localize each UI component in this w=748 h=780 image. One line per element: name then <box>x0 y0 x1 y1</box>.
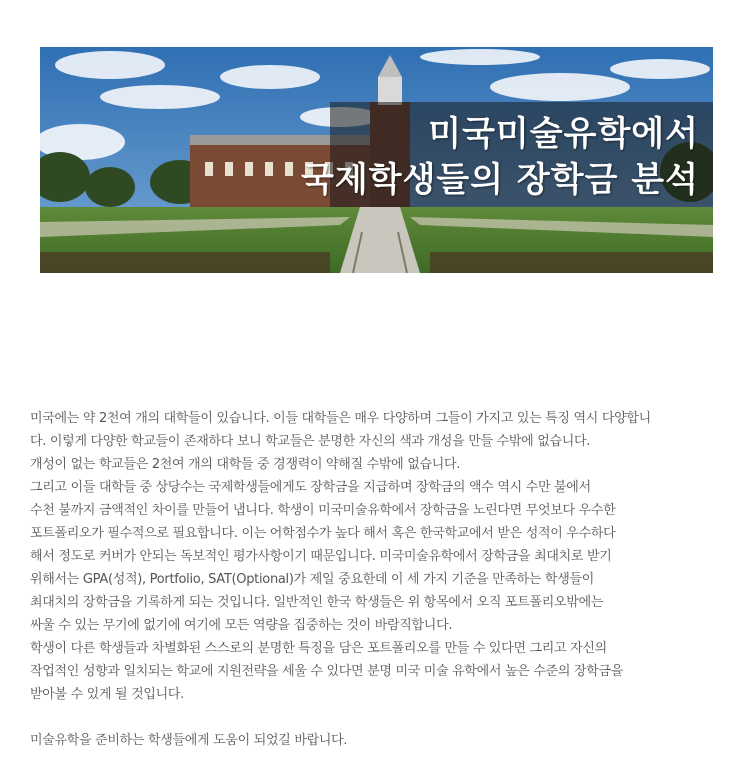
paragraph-line: 작업적인 성향과 일치되는 학교에 지원전략을 세울 수 있다면 분명 미국 미술 유학에서 높은 수준의 장학금을 <box>30 664 624 679</box>
paragraph-line: 위해서는 GPA(성적), Portfolio, SAT(Optional)가 제일 중요한데 이 세 가지 기준을 만족하는 학생들이 <box>30 572 594 587</box>
article-body <box>30 407 742 752</box>
paragraph-line: 최대치의 장학금을 기록하게 되는 것입니다. 일반적인 한국 학생들은 위 항목에서 오직 포트폴리오밖에는 <box>30 595 604 610</box>
paragraph-line: 싸울 수 있는 무기에 없기에 여기에 모든 역량을 집중하는 것이 바람직합니다. <box>30 618 453 633</box>
paragraph-line: 수천 불까지 금액적인 차이를 만들어 냅니다. 학생이 미국미술유학에서 장학금을 노린다면 무엇보다 우수한 <box>30 503 616 518</box>
paragraph-line: 다. 이렇게 다양한 학교들이 존재하다 보니 학교들은 분명한 자신의 색과 개성을 만들 수밖에 없습니다. <box>30 434 591 449</box>
paragraph-line: 그리고 이들 대학들 중 상당수는 국제학생들에게도 장학금을 지급하며 장학금의 액수 역시 수만 불에서 <box>30 480 591 495</box>
banner-title <box>301 111 699 203</box>
paragraph-line: 학생이 다른 학생들과 차별화된 스스로의 분명한 특징을 담은 포트폴리오를 만들 수 있다면 그리고 자신의 <box>30 641 607 656</box>
paragraph-line: 포트폴리오가 필수적으로 필요합니다. 이는 어학점수가 높다 해서 혹은 한국학교에서 받은 성적이 우수하다 <box>30 526 616 541</box>
paragraph-line: 개성이 없는 학교들은 2천여 개의 대학들 중 경쟁력이 약해질 수밖에 없습니다. <box>30 457 461 472</box>
paragraph-spacer <box>30 706 742 729</box>
banner-title-line-2: 국제학생들의 장학금 분석 <box>301 160 699 200</box>
paragraph-line: 해서 정도로 커버가 안되는 독보적인 평가사항이기 때문입니다. 미국미술유학에서 장학금을 최대치로 받기 <box>30 549 612 564</box>
closing-line: 미술유학을 준비하는 학생들에게 도움이 되었길 바랍니다. <box>30 733 348 748</box>
paragraph-line: 받아볼 수 있게 될 것입니다. <box>30 687 184 702</box>
paragraph-line: 미국에는 약 2천여 개의 대학들이 있습니다. 이들 대학들은 매우 다양하며 그들이 가지고 있는 특징 역시 다양합니 <box>30 411 651 426</box>
banner-title-line-1: 미국미술유학에서 <box>428 114 699 154</box>
banner-image <box>40 47 713 273</box>
